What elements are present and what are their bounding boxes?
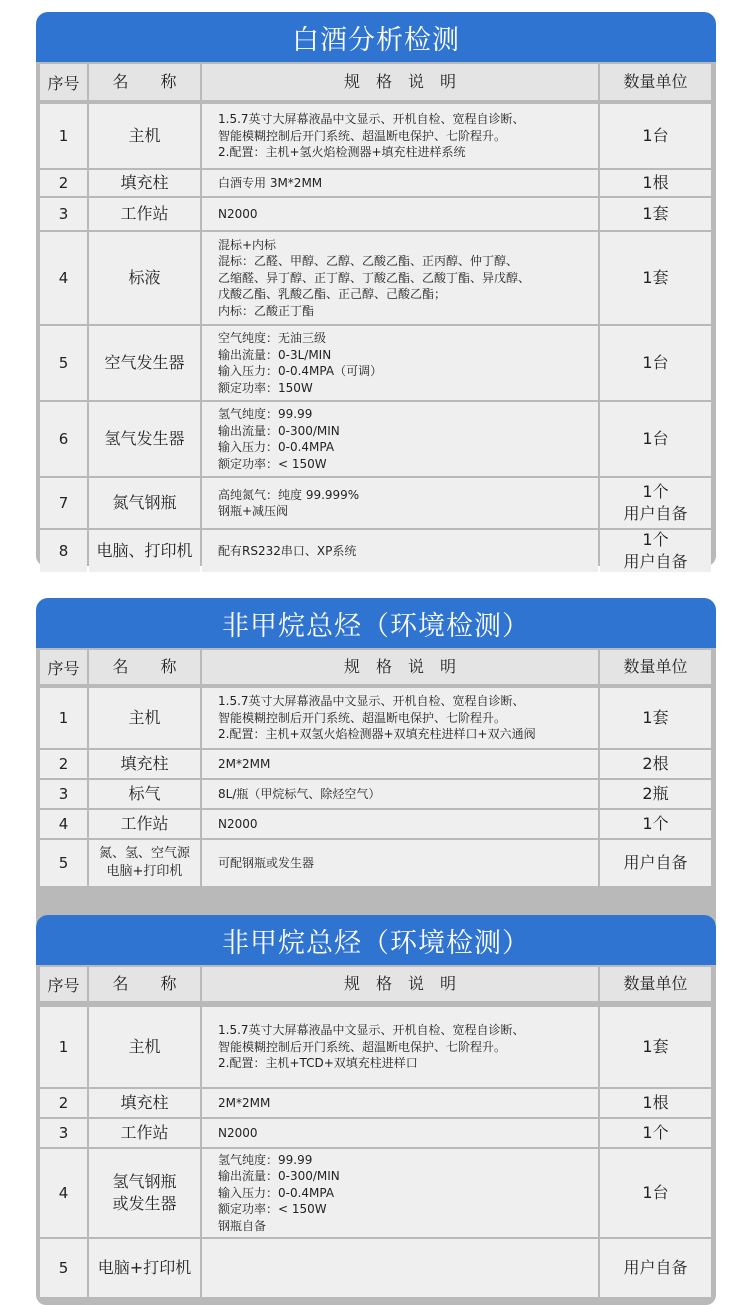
table-row [36,810,716,838]
item-name: 填充柱 [89,170,200,196]
item-name: 电脑+打印机 [89,1239,200,1297]
item-spec: 1.5.7英寸大屏幕液晶中文显示、开机自检、宽程自诊断、 智能模糊控制后开门系统、超温断电保护、七阶程升。 2.配置：主机+双氢火焰检测器+双填充柱进样口+双六通阀 [202,688,598,748]
section-title: 白酒分析检测 [36,12,716,62]
item-spec: 2M*2MM [202,750,598,778]
table-row [36,688,716,748]
table-header-row [36,650,716,684]
table-row [36,1089,716,1117]
section-title: 非甲烷总烃（环境检测） [36,598,716,648]
row-number: 3 [40,1119,87,1147]
spec-table [36,965,716,1305]
item-quantity: 1根 [600,170,711,196]
item-quantity: 用户自备 [600,840,711,886]
header-qty: 数量单位 [600,650,711,684]
row-number: 2 [40,1089,87,1117]
header-qty: 数量单位 [600,64,711,100]
item-spec: 1.5.7英寸大屏幕液晶中文显示、开机自检、宽程自诊断、 智能模糊控制后开门系统、超温断电保护、七阶程升。 2.配置：主机+TCD+双填充柱进样口 [202,1007,598,1087]
table-row [36,232,716,324]
row-number: 8 [40,530,87,572]
item-quantity: 1套 [600,1007,711,1087]
item-spec: 1.5.7英寸大屏幕液晶中文显示、开机自检、宽程自诊断、 智能模糊控制后开门系统、超温断电保护、七阶程升。 2.配置：主机+氢火焰检测器+填充柱进样系统 [202,104,598,168]
table-row [36,1239,716,1297]
table-row [36,780,716,808]
item-name: 工作站 [89,1119,200,1147]
item-name: 填充柱 [89,750,200,778]
row-number: 2 [40,750,87,778]
item-name: 主机 [89,688,200,748]
row-number: 6 [40,402,87,476]
item-spec: 高纯氮气：纯度 99.999% 钢瓶+减压阀 [202,478,598,528]
row-number: 3 [40,198,87,230]
item-name: 氢气钢瓶 或发生器 [89,1149,200,1237]
item-spec: 白酒专用 3M*2MM [202,170,598,196]
item-quantity: 1台 [600,402,711,476]
item-quantity: 1套 [600,198,711,230]
item-spec: 空气纯度：无油三级 输出流量：0-3L/MIN 输入压力：0-0.4MPA（可调） 额定功率：150W [202,326,598,400]
item-quantity: 1套 [600,232,711,324]
header-spec: 规 格 说 明 [202,64,598,100]
section-title: 非甲烷总烃（环境检测） [36,915,716,965]
spec-section [36,598,716,930]
item-name: 工作站 [89,198,200,230]
row-number: 1 [40,104,87,168]
item-spec: 配有RS232串口、XP系统 [202,530,598,572]
item-quantity: 1个 用户自备 [600,478,711,528]
item-name: 主机 [89,104,200,168]
item-spec: 2M*2MM [202,1089,598,1117]
item-spec: 8L/瓶（甲烷标气、除烃空气） [202,780,598,808]
item-name: 电脑、打印机 [89,530,200,572]
table-row [36,402,716,476]
table-row [36,1119,716,1147]
item-quantity: 2根 [600,750,711,778]
header-no: 序号 [40,650,87,684]
row-number: 3 [40,780,87,808]
table-row [36,1149,716,1237]
item-name: 氢气发生器 [89,402,200,476]
item-spec [202,1239,598,1297]
item-quantity: 1个 [600,810,711,838]
item-spec: N2000 [202,198,598,230]
table-row [36,170,716,196]
row-number: 4 [40,810,87,838]
item-quantity: 2瓶 [600,780,711,808]
spec-table [36,62,716,571]
table-row [36,104,716,168]
table-header-row [36,64,716,100]
table-row [36,750,716,778]
table-row [36,198,716,230]
item-name: 氮、氢、空气源 电脑+打印机 [89,840,200,886]
row-number: 4 [40,1149,87,1237]
table-row [36,530,716,572]
item-name: 空气发生器 [89,326,200,400]
row-number: 7 [40,478,87,528]
item-spec: 混标+内标 混标：乙醛、甲醇、乙醇、乙酸乙酯、正丙醇、仲丁醇、 乙缩醛、异丁醇、正丁醇、丁酸乙酯、乙酸丁酯、异戊醇、 戊酸乙酯、乳酸乙酯、正己醇、己酸乙酯； 内标：乙酸正丁酯 [202,232,598,324]
item-quantity: 1台 [600,104,711,168]
row-number: 1 [40,1007,87,1087]
item-spec: N2000 [202,810,598,838]
table-row [36,478,716,528]
item-name: 标气 [89,780,200,808]
header-spec: 规 格 说 明 [202,967,598,1001]
item-spec: N2000 [202,1119,598,1147]
spec-section [36,12,716,571]
row-number: 1 [40,688,87,748]
item-quantity: 用户自备 [600,1239,711,1297]
header-qty: 数量单位 [600,967,711,1001]
item-quantity: 1台 [600,326,711,400]
item-spec: 氢气纯度：99.99 输出流量：0-300/MIN 输入压力：0-0.4MPA 额定功率：< 150W [202,402,598,476]
row-number: 5 [40,1239,87,1297]
item-name: 标液 [89,232,200,324]
row-number: 2 [40,170,87,196]
item-quantity: 1台 [600,1149,711,1237]
item-spec: 氢气纯度：99.99 输出流量：0-300/MIN 输入压力：0-0.4MPA 额定功率：< 150W 钢瓶自备 [202,1149,598,1237]
item-name: 氮气钢瓶 [89,478,200,528]
row-number: 4 [40,232,87,324]
item-name: 填充柱 [89,1089,200,1117]
header-name: 名 称 [89,650,200,684]
row-number: 5 [40,840,87,886]
spec-table [36,648,716,930]
item-spec: 可配钢瓶或发生器 [202,840,598,886]
header-name: 名 称 [89,64,200,100]
header-spec: 规 格 说 明 [202,650,598,684]
row-number: 5 [40,326,87,400]
table-row [36,326,716,400]
item-name: 工作站 [89,810,200,838]
spec-section [36,915,716,1305]
header-name: 名 称 [89,967,200,1001]
table-header-row [36,967,716,1001]
item-name: 主机 [89,1007,200,1087]
item-quantity: 1套 [600,688,711,748]
item-quantity: 1个 [600,1119,711,1147]
header-no: 序号 [40,967,87,1001]
table-row [36,1007,716,1087]
header-no: 序号 [40,64,87,100]
table-row [36,840,716,886]
item-quantity: 1根 [600,1089,711,1117]
item-quantity: 1个 用户自备 [600,530,711,572]
